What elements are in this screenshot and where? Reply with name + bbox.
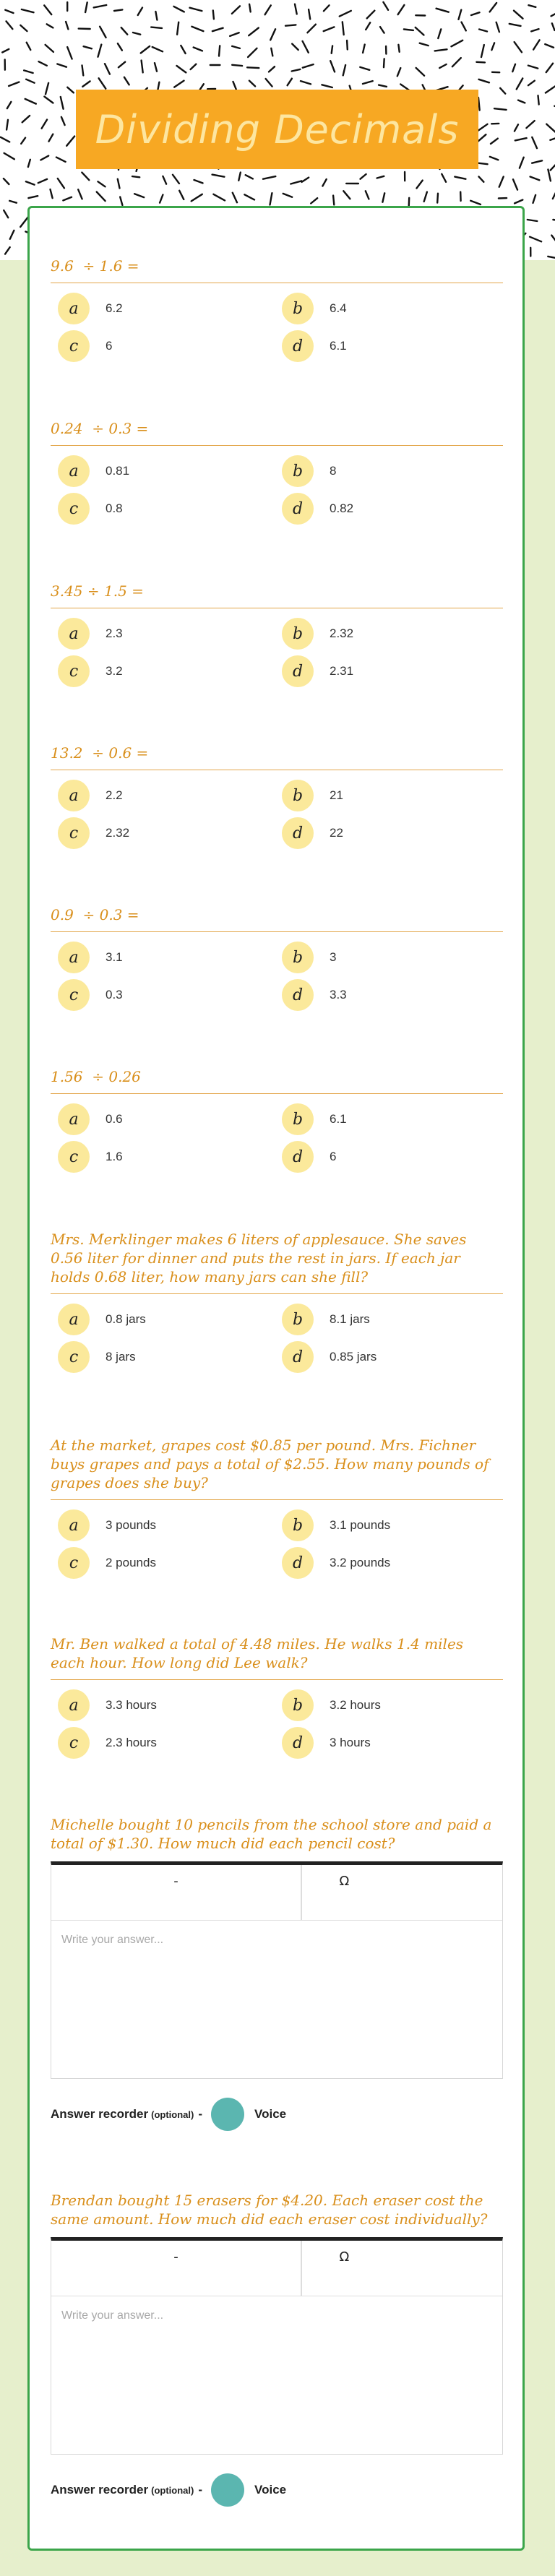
question-4 [51, 744, 503, 858]
option-d[interactable] [282, 1340, 499, 1374]
title-banner [76, 90, 478, 169]
option-letter: d [282, 979, 314, 1011]
option-a[interactable] [58, 292, 275, 325]
question-text: Mr. Ben walked a total of 4.48 miles. He walks 1.4 miles each hour. How long did Lee walk? [51, 1634, 503, 1680]
question-text: 1.56 ÷ 0.26 [51, 1067, 503, 1094]
special-char-button[interactable]: Ω [339, 2249, 350, 2265]
option-value: 3.3 hours [106, 1698, 157, 1712]
option-d[interactable] [282, 329, 499, 363]
option-letter: a [58, 1689, 90, 1721]
answer-recorder [51, 2098, 503, 2131]
option-letter: d [282, 1547, 314, 1579]
question-3 [51, 582, 503, 697]
option-b[interactable] [282, 1689, 499, 1722]
option-letter: c [58, 1547, 90, 1579]
option-letter: a [58, 1509, 90, 1541]
format-button[interactable]: - [173, 1874, 178, 1889]
option-c[interactable] [58, 978, 275, 1012]
option-b[interactable] [282, 455, 499, 488]
option-value: 3.2 hours [330, 1698, 381, 1712]
voice-record-button[interactable] [211, 2098, 244, 2131]
answer-input[interactable]: Write your answer... [61, 2309, 164, 2322]
options [51, 941, 503, 1020]
option-value: 0.8 jars [106, 1312, 146, 1326]
option-c[interactable] [58, 817, 275, 850]
recorder-dash: - [198, 2107, 203, 2121]
option-value: 2.31 [330, 664, 354, 678]
question-6 [51, 1067, 503, 1182]
recorder-label: Answer recorder [51, 2107, 149, 2121]
answer-editor [51, 1861, 503, 2079]
option-a[interactable] [58, 1509, 275, 1542]
option-value: 6.4 [330, 301, 347, 315]
recorder-label: Answer recorder [51, 2483, 149, 2497]
option-letter: c [58, 493, 90, 525]
option-a[interactable] [58, 779, 275, 812]
option-letter: a [58, 1103, 90, 1135]
option-value: 6 [106, 339, 113, 353]
option-letter: d [282, 1341, 314, 1373]
options [51, 779, 503, 858]
question-1 [51, 257, 503, 371]
option-a[interactable] [58, 1689, 275, 1722]
option-letter: d [282, 655, 314, 687]
option-value: 3.2 [106, 664, 123, 678]
answer-editor [51, 2237, 503, 2455]
option-letter: b [282, 780, 314, 811]
option-b[interactable] [282, 941, 499, 974]
options [51, 1509, 503, 1588]
option-c[interactable] [58, 655, 275, 688]
option-value: 8 [330, 464, 337, 478]
recorder-dash: - [198, 2483, 203, 2497]
option-letter: b [282, 455, 314, 487]
option-letter: c [58, 1727, 90, 1759]
voice-label: Voice [254, 2483, 287, 2497]
options [51, 1689, 503, 1768]
option-letter: b [282, 1103, 314, 1135]
option-letter: c [58, 655, 90, 687]
option-letter: c [58, 817, 90, 849]
question-text: Mrs. Merklinger makes 6 liters of applesauce. She saves 0.56 liter for dinner and puts the rest in jars. If each jar holds 0.68 liter, how many jars can she fill? [51, 1230, 503, 1294]
option-c[interactable] [58, 492, 275, 525]
option-a[interactable] [58, 941, 275, 974]
option-b[interactable] [282, 779, 499, 812]
options [51, 1303, 503, 1382]
option-value: 0.3 [106, 988, 123, 1001]
question-9 [51, 1634, 503, 1768]
option-letter: b [282, 618, 314, 650]
option-value: 3.3 [330, 988, 347, 1001]
question-text: 13.2 ÷ 0.6 = [51, 744, 503, 770]
voice-label: Voice [254, 2107, 287, 2121]
option-value: 3.1 [106, 950, 123, 964]
option-letter: a [58, 293, 90, 324]
option-d[interactable] [282, 655, 499, 688]
option-value: 3.1 pounds [330, 1518, 391, 1532]
option-d[interactable] [282, 978, 499, 1012]
option-b[interactable] [282, 292, 499, 325]
option-a[interactable] [58, 617, 275, 650]
option-d[interactable] [282, 1546, 499, 1580]
options [51, 617, 503, 697]
options [51, 292, 503, 371]
option-d[interactable] [282, 1726, 499, 1759]
question-text: 9.6 ÷ 1.6 = [51, 257, 503, 283]
question-8 [51, 1436, 503, 1588]
option-d[interactable] [282, 817, 499, 850]
option-value: 0.82 [330, 501, 354, 515]
option-letter: c [58, 979, 90, 1011]
option-letter: a [58, 780, 90, 811]
option-value: 6.1 [330, 339, 347, 353]
option-letter: a [58, 1304, 90, 1335]
option-letter: a [58, 618, 90, 650]
option-letter: d [282, 493, 314, 525]
option-letter: b [282, 942, 314, 973]
voice-record-button[interactable] [211, 2473, 244, 2507]
option-value: 3 [330, 950, 337, 964]
recorder-optional: (optional) [151, 2484, 194, 2496]
option-value: 22 [330, 826, 343, 840]
option-value: 0.85 jars [330, 1350, 377, 1364]
option-d[interactable] [282, 1140, 499, 1173]
option-b[interactable] [282, 617, 499, 650]
question-text: Michelle bought 10 pencils from the school store and paid a total of $1.30. How much did each pencil cost? [51, 1816, 492, 1852]
option-value: 8.1 jars [330, 1312, 370, 1326]
recorder-optional: (optional) [151, 2108, 194, 2120]
option-b[interactable] [282, 1303, 499, 1336]
option-c[interactable] [58, 1140, 275, 1173]
answer-recorder [51, 2473, 503, 2507]
answer-input[interactable]: Write your answer... [61, 1934, 164, 1946]
format-button[interactable]: - [173, 2249, 178, 2265]
option-letter: c [58, 1141, 90, 1173]
question-text: 0.24 ÷ 0.3 = [51, 419, 503, 446]
option-letter: d [282, 1727, 314, 1759]
option-value: 6 [330, 1150, 337, 1163]
question-5 [51, 905, 503, 1020]
question-7 [51, 1230, 503, 1382]
question-10 [51, 1815, 503, 2131]
option-value: 6.1 [330, 1112, 347, 1126]
option-value: 21 [330, 788, 343, 802]
question-2 [51, 419, 503, 534]
option-a[interactable] [58, 1103, 275, 1136]
option-c[interactable] [58, 1340, 275, 1374]
option-value: 2.3 [106, 626, 123, 640]
option-value: 0.6 [106, 1112, 123, 1126]
option-value: 3 hours [330, 1736, 371, 1749]
special-char-button[interactable]: Ω [339, 1874, 350, 1889]
option-letter: c [58, 330, 90, 362]
option-letter: d [282, 1141, 314, 1173]
option-value: 8 jars [106, 1350, 136, 1364]
option-value: 2.2 [106, 788, 123, 802]
option-value: 2.3 hours [106, 1736, 157, 1749]
option-c[interactable] [58, 1726, 275, 1759]
question-text: At the market, grapes cost $0.85 per pound. Mrs. Fichner buys grapes and pays a total of $2.55. How many pounds of grapes does she buy? [51, 1436, 503, 1500]
option-d[interactable] [282, 492, 499, 525]
option-letter: b [282, 1304, 314, 1335]
editor-toolbar [51, 1865, 502, 1921]
option-a[interactable] [58, 1303, 275, 1336]
option-value: 2.32 [330, 626, 354, 640]
option-letter: b [282, 1509, 314, 1541]
question-text: Brendan bought 15 erasers for $4.20. Each eraser cost the same amount. How much did each eraser cost individually? [51, 2192, 488, 2228]
option-letter: b [282, 1689, 314, 1721]
option-value: 3 pounds [106, 1518, 156, 1532]
options [51, 455, 503, 534]
option-letter: d [282, 817, 314, 849]
options [51, 1103, 503, 1182]
question-text: 3.45 ÷ 1.5 = [51, 582, 503, 608]
option-letter: c [58, 1341, 90, 1373]
option-value: 0.8 [106, 501, 123, 515]
option-letter: a [58, 455, 90, 487]
question-11 [51, 2191, 503, 2507]
option-value: 2 pounds [106, 1556, 156, 1569]
option-value: 1.6 [106, 1150, 123, 1163]
option-letter: d [282, 330, 314, 362]
option-b[interactable] [282, 1103, 499, 1136]
option-value: 6.2 [106, 301, 123, 315]
option-c[interactable] [58, 1546, 275, 1580]
page-title: Dividing Decimals [95, 106, 460, 152]
option-value: 3.2 pounds [330, 1556, 391, 1569]
option-letter: b [282, 293, 314, 324]
option-a[interactable] [58, 455, 275, 488]
question-text: 0.9 ÷ 0.3 = [51, 905, 503, 932]
editor-toolbar [51, 2241, 502, 2296]
option-letter: a [58, 942, 90, 973]
option-b[interactable] [282, 1509, 499, 1542]
option-c[interactable] [58, 329, 275, 363]
option-value: 0.81 [106, 464, 130, 478]
option-value: 2.32 [106, 826, 130, 840]
